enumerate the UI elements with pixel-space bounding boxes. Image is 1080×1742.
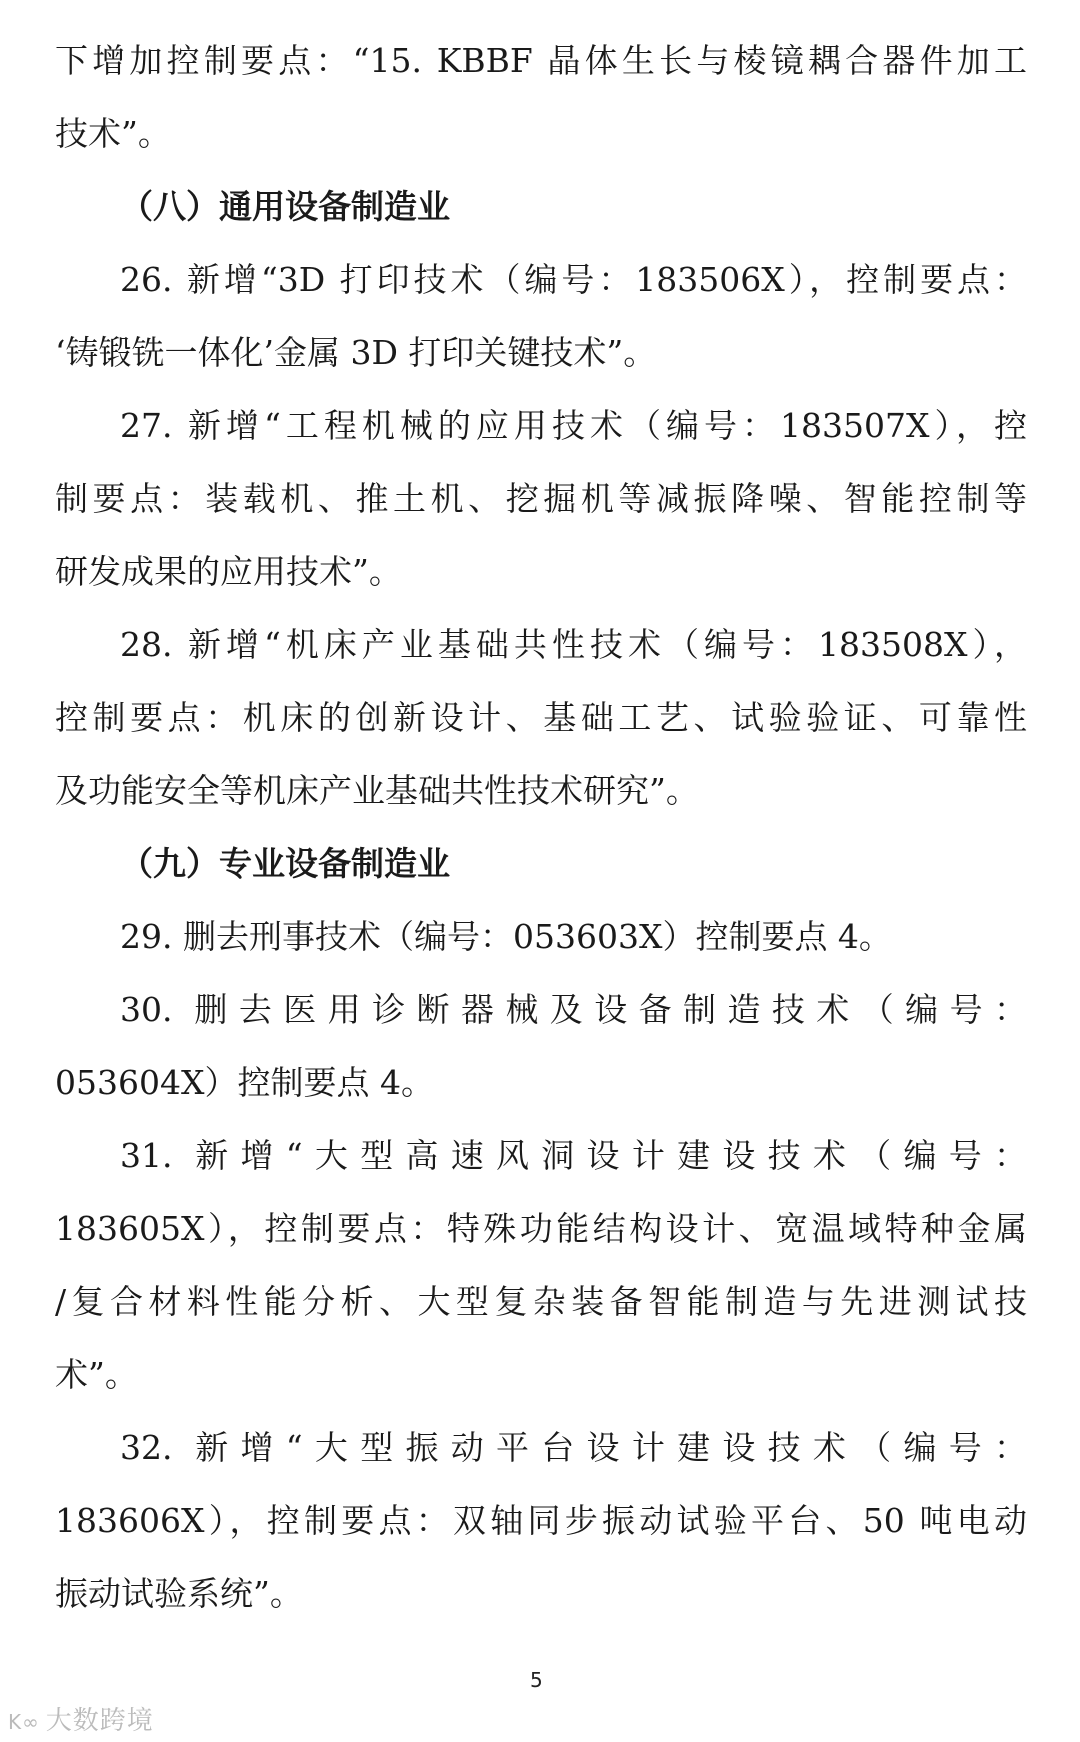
text-line: 32. 新增“大型振动平台设计建设技术（编号： [120,1428,1027,1467]
text-line: 控制要点：机床的创新设计、基础工艺、试验验证、可靠性 [55,698,1027,737]
text-line: 术”。 [55,1355,138,1394]
text-line: 制要点：装载机、推土机、挖掘机等减振降噪、智能控制等 [55,479,1027,518]
text-line: 29. 删去刑事技术（编号：053603X）控制要点 4。 [120,917,892,956]
text-line: /复合材料性能分析、大型复杂装备智能制造与先进测试技 [55,1282,1027,1321]
text-line: （九）专业设备制造业 [120,844,450,883]
watermark-text: 大数跨境 [45,1706,154,1736]
text-line: ‘铸锻铣一体化’金属 3D 打印关键技术”。 [55,333,657,372]
text-line: 30. 删去医用诊断器械及设备制造技术（编号： [120,990,1027,1029]
text-line: 26. 新增“3D 打印技术（编号：183506X），控制要点： [120,260,1027,299]
text-line: 183605X），控制要点：特殊功能结构设计、宽温域特种金属 [55,1209,1027,1248]
text-line: 28. 新增“机床产业基础共性技术（编号：183508X）， [120,625,1027,664]
text-line: 振动试验系统”。 [55,1574,303,1613]
text-line: 下增加控制要点：“15. KBBF 晶体生长与棱镜耦合器件加工 [55,41,1027,80]
text-line: 及功能安全等机床产业基础共性技术研究”。 [55,771,699,810]
page-number: 5 [530,1668,543,1692]
text-line: 27. 新增“工程机械的应用技术（编号：183507X），控 [120,406,1027,445]
text-line: 技术”。 [55,114,171,153]
watermark-logo: K∞ [8,1710,40,1734]
text-line: （八）通用设备制造业 [120,187,450,226]
watermark [8,1700,154,1737]
text-line: 053604X）控制要点 4。 [55,1063,434,1102]
text-line: 研发成果的应用技术”。 [55,552,402,591]
text-line: 31. 新增“大型高速风洞设计建设技术（编号： [120,1136,1027,1175]
text-line: 183606X），控制要点：双轴同步振动试验平台、50 吨电动 [55,1501,1027,1540]
